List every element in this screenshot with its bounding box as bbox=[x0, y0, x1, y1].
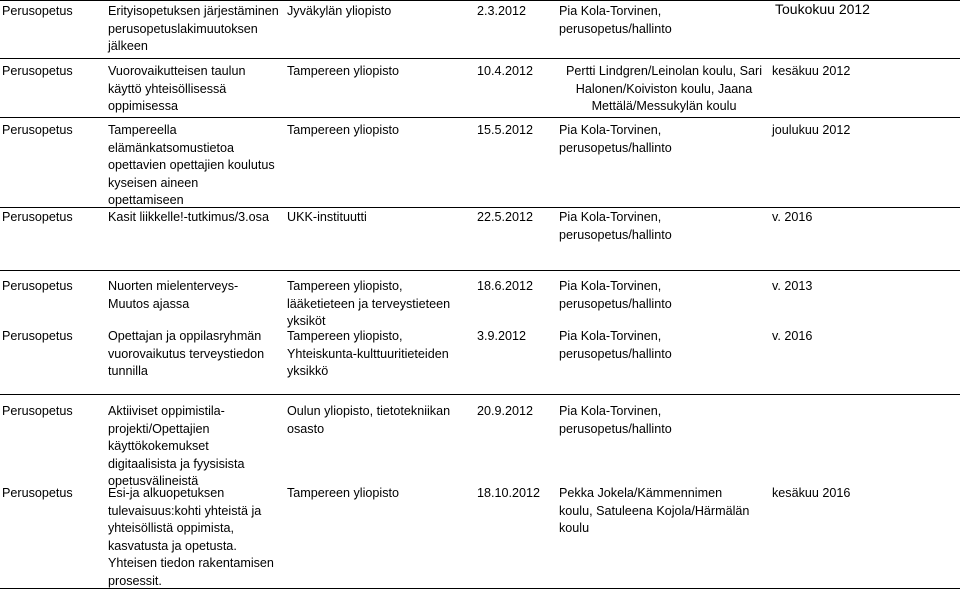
contact-cell bbox=[559, 3, 672, 38]
contact-line: Pia Kola-Torvinen, bbox=[559, 210, 662, 224]
topic-cell bbox=[108, 403, 244, 491]
topic-line: Opettajan ja oppilasryhmän bbox=[108, 329, 262, 343]
schedule-cell: Toukokuu 2012 bbox=[775, 1, 870, 17]
contact-line: Pia Kola-Torvinen, bbox=[559, 329, 662, 343]
topic-line: käyttökokemukset bbox=[108, 439, 209, 453]
provider-line: yksiköt bbox=[287, 314, 326, 328]
education-level-cell: Perusopetus bbox=[2, 486, 73, 500]
topic-cell bbox=[108, 328, 264, 381]
provider-cell bbox=[287, 3, 391, 21]
topic-line: käyttö yhteisöllisessä bbox=[108, 81, 227, 96]
contact-line: Pia Kola-Torvinen, bbox=[559, 404, 662, 418]
topic-line: kasvatusta ja opetusta. bbox=[108, 538, 237, 553]
contact-line: Mettälä/Messukylän koulu bbox=[591, 99, 737, 113]
provider-line: Yhteiskunta-kulttuuritieteiden bbox=[287, 346, 449, 361]
education-level-cell: Perusopetus bbox=[2, 329, 73, 343]
date-cell: 18.6.2012 bbox=[477, 279, 534, 293]
topic-line: opettamiseen bbox=[108, 193, 184, 207]
provider-line: Tampereen yliopisto bbox=[287, 123, 400, 137]
date-cell: 18.10.2012 bbox=[477, 486, 541, 500]
topic-line: opetusvälineistä bbox=[108, 474, 199, 488]
schedule-cell: v. 2013 bbox=[772, 279, 813, 293]
contact-line: Pekka Jokela/Kämmennimen bbox=[559, 486, 723, 500]
education-level-cell: Perusopetus bbox=[2, 4, 73, 18]
provider-cell bbox=[287, 485, 399, 503]
topic-line: prosessit. bbox=[108, 573, 162, 588]
topic-line: Nuorten mielenterveys- bbox=[108, 279, 239, 293]
contact-line: perusopetus/hallinto bbox=[559, 296, 672, 311]
provider-cell bbox=[287, 278, 450, 331]
topic-line: projekti/Opettajien bbox=[108, 421, 210, 436]
provider-line: Tampereen yliopisto, bbox=[287, 279, 403, 293]
topic-cell bbox=[108, 3, 279, 56]
topic-line: digitaalisista ja fyysisista bbox=[108, 456, 245, 471]
topic-line: Kasit liikkelle!-tutkimus/3.osa bbox=[108, 210, 269, 224]
contact-line: Pia Kola-Torvinen, bbox=[559, 4, 662, 18]
contact-line: koulu bbox=[559, 521, 590, 535]
contact-cell bbox=[559, 403, 672, 438]
provider-cell bbox=[287, 209, 367, 227]
table-divider bbox=[0, 58, 960, 59]
provider-line: Tampereen yliopisto bbox=[287, 64, 400, 78]
contact-cell bbox=[559, 328, 672, 363]
contact-line: Halonen/Koiviston koulu, Jaana bbox=[575, 81, 753, 96]
topic-cell bbox=[108, 209, 269, 227]
contact-line: Pertti Lindgren/Leinolan koulu, Sari bbox=[566, 64, 763, 78]
topic-line: Tampereella bbox=[108, 123, 177, 137]
contact-cell bbox=[559, 209, 672, 244]
topic-cell bbox=[108, 278, 238, 313]
schedule-cell: v. 2016 bbox=[772, 210, 813, 224]
date-cell: 22.5.2012 bbox=[477, 210, 534, 224]
topic-line: tunnilla bbox=[108, 364, 148, 378]
contact-cell bbox=[566, 63, 762, 116]
schedule-cell: kesäkuu 2012 bbox=[772, 64, 851, 78]
topic-line: Muutos ajassa bbox=[108, 296, 190, 311]
topic-line: Erityisopetuksen järjestäminen bbox=[108, 4, 279, 18]
provider-line: UKK-instituutti bbox=[287, 210, 367, 224]
topic-line: perusopetuslakimuutoksen bbox=[108, 21, 258, 36]
contact-cell bbox=[559, 485, 749, 538]
provider-line: osasto bbox=[287, 421, 325, 436]
provider-line: Tampereen yliopisto, bbox=[287, 329, 403, 343]
education-level-cell: Perusopetus bbox=[2, 64, 73, 78]
education-level-cell: Perusopetus bbox=[2, 123, 73, 137]
date-cell: 2.3.2012 bbox=[477, 4, 527, 18]
date-cell: 15.5.2012 bbox=[477, 123, 534, 137]
contact-line: perusopetus/hallinto bbox=[559, 346, 672, 361]
provider-cell bbox=[287, 122, 399, 140]
schedule-cell: joulukuu 2012 bbox=[772, 123, 851, 137]
topic-line: oppimisessa bbox=[108, 99, 178, 113]
schedule-cell: v. 2016 bbox=[772, 329, 813, 343]
topic-line: yhteisöllistä oppimista, bbox=[108, 521, 234, 535]
table-divider bbox=[0, 394, 960, 395]
topic-line: kyseisen aineen bbox=[108, 175, 199, 190]
provider-cell bbox=[287, 328, 449, 381]
date-cell: 3.9.2012 bbox=[477, 329, 527, 343]
education-level-cell: Perusopetus bbox=[2, 210, 73, 224]
contact-line: perusopetus/hallinto bbox=[559, 140, 672, 155]
topic-line: vuorovaikutus terveystiedon bbox=[108, 346, 265, 361]
topic-line: Yhteisen tiedon rakentamisen bbox=[108, 556, 274, 570]
contact-line: perusopetus/hallinto bbox=[559, 21, 672, 36]
topic-line: elämänkatsomustietoa bbox=[108, 140, 235, 155]
contact-cell bbox=[559, 278, 672, 313]
education-level-cell: Perusopetus bbox=[2, 404, 73, 418]
topic-cell bbox=[108, 485, 274, 590]
contact-line: perusopetus/hallinto bbox=[559, 421, 672, 436]
provider-cell bbox=[287, 403, 450, 438]
topic-line: tulevaisuus:kohti yhteistä ja bbox=[108, 503, 262, 518]
education-level-cell: Perusopetus bbox=[2, 279, 73, 293]
provider-line: yksikkö bbox=[287, 364, 329, 378]
topic-line: Vuorovaikutteisen taulun bbox=[108, 64, 246, 78]
topic-line: Aktiiviset oppimistila- bbox=[108, 404, 225, 418]
date-cell: 10.4.2012 bbox=[477, 64, 534, 78]
table-divider bbox=[0, 117, 960, 118]
topic-cell bbox=[108, 63, 245, 116]
contact-line: Pia Kola-Torvinen, bbox=[559, 123, 662, 137]
provider-line: Jyväkylän yliopisto bbox=[287, 4, 392, 18]
table-divider bbox=[0, 270, 960, 271]
topic-cell bbox=[108, 122, 275, 210]
contact-line: koulu, Satuleena Kojola/Härmälän bbox=[559, 503, 750, 518]
provider-line: Tampereen yliopisto bbox=[287, 486, 400, 500]
topic-line: Esi-ja alkuopetuksen bbox=[108, 486, 225, 500]
topic-line: jälkeen bbox=[108, 39, 148, 53]
topic-line: opettavien opettajien koulutus bbox=[108, 158, 275, 172]
provider-line: Oulun yliopisto, tietotekniikan bbox=[287, 404, 451, 418]
date-cell: 20.9.2012 bbox=[477, 404, 534, 418]
contact-cell bbox=[559, 122, 672, 157]
provider-line: lääketieteen ja terveystieteen bbox=[287, 296, 451, 311]
schedule-cell: kesäkuu 2016 bbox=[772, 486, 851, 500]
provider-cell bbox=[287, 63, 399, 81]
contact-line: perusopetus/hallinto bbox=[559, 227, 672, 242]
contact-line: Pia Kola-Torvinen, bbox=[559, 279, 662, 293]
